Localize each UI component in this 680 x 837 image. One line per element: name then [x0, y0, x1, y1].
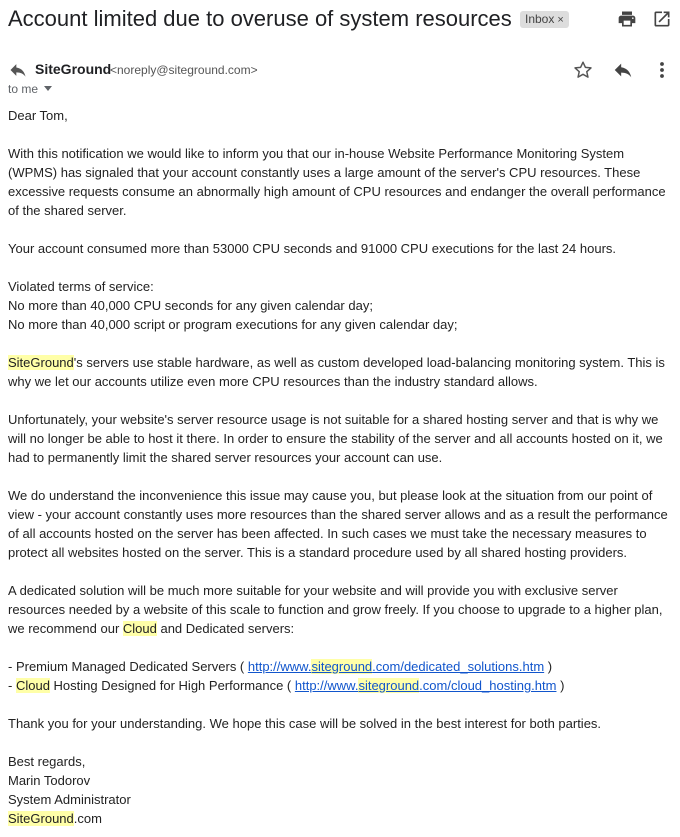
- list-item-dedicated: [8, 657, 672, 676]
- signature-company-suffix: .com: [73, 811, 102, 826]
- highlight-siteground: SiteGround: [8, 355, 74, 370]
- signature-title: System Administrator: [8, 792, 131, 807]
- paragraph-servers-text: 's servers use stable hardware, as well as custom developed load-balancing monitoring system. This is why we let our accounts utilize even more CPU resources than the industry standard allows.: [8, 355, 665, 389]
- violated-title: Violated terms of service:: [8, 279, 154, 294]
- link-part: .com/cloud_hosting.htm: [419, 678, 557, 693]
- highlight-siteground: SiteGround: [8, 811, 74, 826]
- dedicated-solutions-link[interactable]: [248, 659, 544, 674]
- paragraph-inconvenience: We do understand the inconvenience this issue may cause you, but please look at the situation from our point of view - your account constantly uses more resources than the shared server allows and as a result the performance of all accounts hosted on the server has been affected. In such cases we must take the necessary measures to protect all websites hosted on the server. This is a standard procedure used by all shared hosting providers.: [8, 488, 668, 560]
- reply-icon: [8, 60, 28, 80]
- email-body: [8, 106, 672, 828]
- list-item-cloud: [8, 676, 672, 695]
- paragraph-usage: Your account consumed more than 53000 CPU seconds and 91000 CPU executions for the last 24 hours.: [8, 241, 617, 256]
- list-item-suffix: ): [556, 678, 565, 693]
- cloud-hosting-link[interactable]: [295, 678, 557, 693]
- paragraph-dedicated-text-a: A dedicated solution will be much more suitable for your website and will provide you with exclusive server resources needed by a website of this scale to function and grow freely. If you choose to upgrade to a higher plan, we recommend our: [8, 583, 663, 636]
- sender-name[interactable]: SiteGround: [35, 61, 112, 77]
- star-icon[interactable]: [572, 59, 594, 81]
- signature-company: [8, 809, 672, 828]
- highlight-siteground: siteground: [358, 678, 420, 693]
- remove-label-icon[interactable]: ×: [557, 14, 564, 26]
- list-item-cloud-text: Hosting Designed for High Performance (: [49, 678, 295, 693]
- highlight-cloud: Cloud: [122, 621, 157, 636]
- reply-button-icon[interactable]: [612, 59, 634, 81]
- link-part: http://www.: [247, 659, 312, 674]
- highlight-cloud: Cloud: [15, 678, 50, 693]
- recipients-text: to me: [8, 82, 39, 96]
- email-header: [8, 4, 672, 36]
- chevron-down-icon[interactable]: [44, 86, 52, 91]
- link-part: http://www.: [294, 678, 359, 693]
- list-item-dedicated-text: - Premium Managed Dedicated Servers (: [8, 659, 248, 674]
- paragraph-unfortunately: Unfortunately, your website's server resource usage is not suitable for a shared hosting server and that is why we will no longer be able to host it there. In order to ensure the stability of the server and all accounts hosted on it, we had to permanently limit the shared server resources your account can use.: [8, 412, 663, 465]
- greeting: Dear Tom,: [8, 108, 68, 123]
- highlight-siteground: siteground: [311, 659, 373, 674]
- recipients-toggle[interactable]: [8, 82, 52, 96]
- sender-email: <noreply@siteground.com>: [110, 63, 258, 77]
- inbox-label-text: Inbox: [525, 12, 555, 26]
- email-subject: Account limited due to overuse of system resources: [8, 6, 512, 31]
- signature-name: Marin Todorov: [8, 773, 91, 788]
- paragraph-thanks: Thank you for your understanding. We hope this case will be solved in the best interest for both parties.: [8, 716, 602, 731]
- open-in-new-window-icon[interactable]: [652, 9, 672, 29]
- violated-item-1: No more than 40,000 CPU seconds for any given calendar day;: [8, 298, 373, 313]
- more-vertical-icon[interactable]: [652, 59, 672, 81]
- list-item-prefix: -: [8, 678, 16, 693]
- paragraph-dedicated-text-b: and Dedicated servers:: [156, 621, 295, 636]
- list-item-suffix: ): [544, 659, 553, 674]
- paragraph-dedicated: [8, 581, 672, 638]
- signature-regards: Best regards,: [8, 754, 86, 769]
- violated-item-2: No more than 40,000 script or program executions for any given calendar day;: [8, 317, 458, 332]
- paragraph-servers: [8, 353, 672, 391]
- paragraph-notification: With this notification we would like to inform you that our in-house Website Performance Monitoring System (WPMS) has signaled that your account constantly uses a large amount of the server's CPU resources. These excessive requests consume an abnormally high amount of CPU resources and endanger the overall performance of the shared server.: [8, 146, 666, 218]
- link-part: .com/dedicated_solutions.htm: [372, 659, 545, 674]
- inbox-label-badge[interactable]: [520, 11, 569, 28]
- sender-row: [8, 58, 672, 82]
- print-icon[interactable]: [617, 9, 637, 29]
